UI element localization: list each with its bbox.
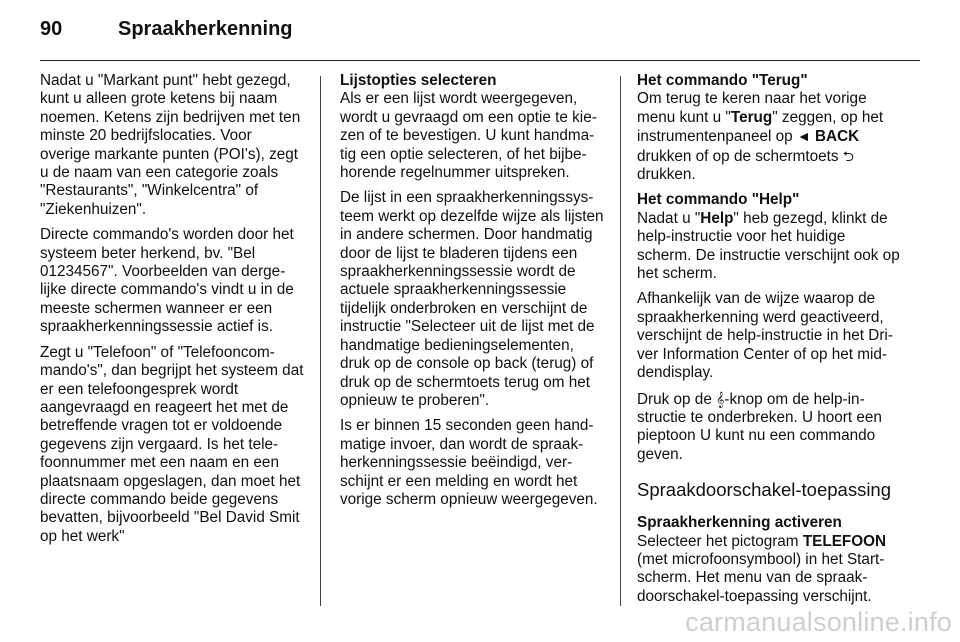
voice-control-icon: 𝄞 [716,390,725,407]
page-number: 90 [40,18,63,40]
header-rule [40,60,920,61]
column-middle [340,72,604,516]
watermark: carmanualsonline.info [685,607,952,637]
paragraph: Directe commando's worden door het systeem beter herkend, bv. "Bel 01234567". Voorbeelden van dergelijke directe commando's vindt u in de meeste schermen wanneer er een spraakherkenningssessie actief is. [40,226,294,336]
text-run: -knop om de help-instructie te onderbreken. U hoort een pieptoon U kunt nu een commando geven. [637,390,882,463]
return-icon: ⮌ [842,147,854,164]
bold-term: Terug [730,108,773,126]
paragraph: Als er een lijst wordt weergegeven, wordt u gevraagd om een optie te kiezen of te bevestigen. U kunt handmatig een optie selecteren, of het bijbehorende regelnummer uitspreken. [340,90,597,182]
subheading: Het commando "Help" [637,191,800,209]
column-right [637,72,903,613]
text-run: Nadat u " [637,209,701,227]
column-divider [620,76,621,606]
paragraph: Is er binnen 15 seconden geen handmatige invoer, dan wordt de spraakherkenningssessie beëindigd, verschijnt er een melding en wordt het vorige scherm opnieuw weergegeven. [340,417,598,508]
paragraph: Zegt u "Telefoon" of "Telefooncommando's", dan begrijpt het systeem dat er een telefoongesprek wordt aangevraagd en reageert het met de betreffende vragen tot er voldoende gegevens zijn vergaard. Is het telefoonnummer met een naam en een plaatsnaam opgeslagen, dan moet het directe commando beide gegevens bevatten, bijvoorbeeld "Bel David Smit op het werk" [40,343,304,545]
paragraph: De lijst in een spraakherkenningssysteem werkt op dezelfde wijze als lijsten in andere schermen. Door handmatig door de lijst te bladeren tijdens een spraakherkenningssessie wordt de actuele spraakherkenningssessie tijdelijk onderbroken en verschijnt de instructie "Selecteer uit de lijst met de handmatige bedieningselementen, druk op de console op back (terug) of druk op de schermtoets terug om het opnieuw te proberen". [340,189,604,409]
column-divider [320,76,321,606]
text-run: (met microfoonsymbool) in het Startscherm. Het menu van de spraakdoorschakel-toepassing verschijnt. [637,550,885,605]
subheading: Lijstopties selecteren [340,72,497,89]
text-run: Selecteer het pictogram [637,532,803,550]
text-run: " heb gezegd, klinkt de help-instructie voor het huidige scherm. De instructie verschijnt ook op het scherm. [637,209,900,283]
column-left [40,72,304,553]
text-run: Om terug te keren naar het vorige menu kunt u " [637,90,867,126]
bold-term: BACK [815,128,860,146]
text-run: Druk op de [637,390,717,408]
paragraph [637,90,903,184]
back-arrow-icon: ◄ [796,128,811,145]
paragraph [637,390,903,465]
text-run: drukken. [637,166,696,184]
page-header [40,18,293,48]
bold-term: TELEFOON [802,532,887,550]
paragraph [637,210,903,284]
text-run: drukken of op de schermtoets [637,147,843,165]
bold-term: Help [700,209,734,227]
text-run: " zeggen, op het instrumentenpaneel op [637,108,884,146]
running-title: Spraakherkenning [118,18,293,40]
subheading: Spraakherkenning activeren [637,514,842,532]
section-heading: Spraakdoorschakel-toepassing [637,479,892,501]
paragraph: Afhankelijk van de wijze waarop de spraakherkenning werd geactiveerd, verschijnt de help-instructie in het Driver Information Center of op het middendisplay. [637,290,893,382]
subheading: Het commando "Terug" [637,72,808,89]
paragraph: Nadat u "Markant punt" hebt gezegd, kunt u alleen grote ketens bij naam noemen. Ketens zijn bedrijven met ten minste 20 bedrijfslocaties. Voor overige markante punten (POI's), zegt u de naam van een categorie zoals "Restaurants", "Winkelcentra" of "Ziekenhuizen". [40,72,301,218]
paragraph [637,533,903,607]
